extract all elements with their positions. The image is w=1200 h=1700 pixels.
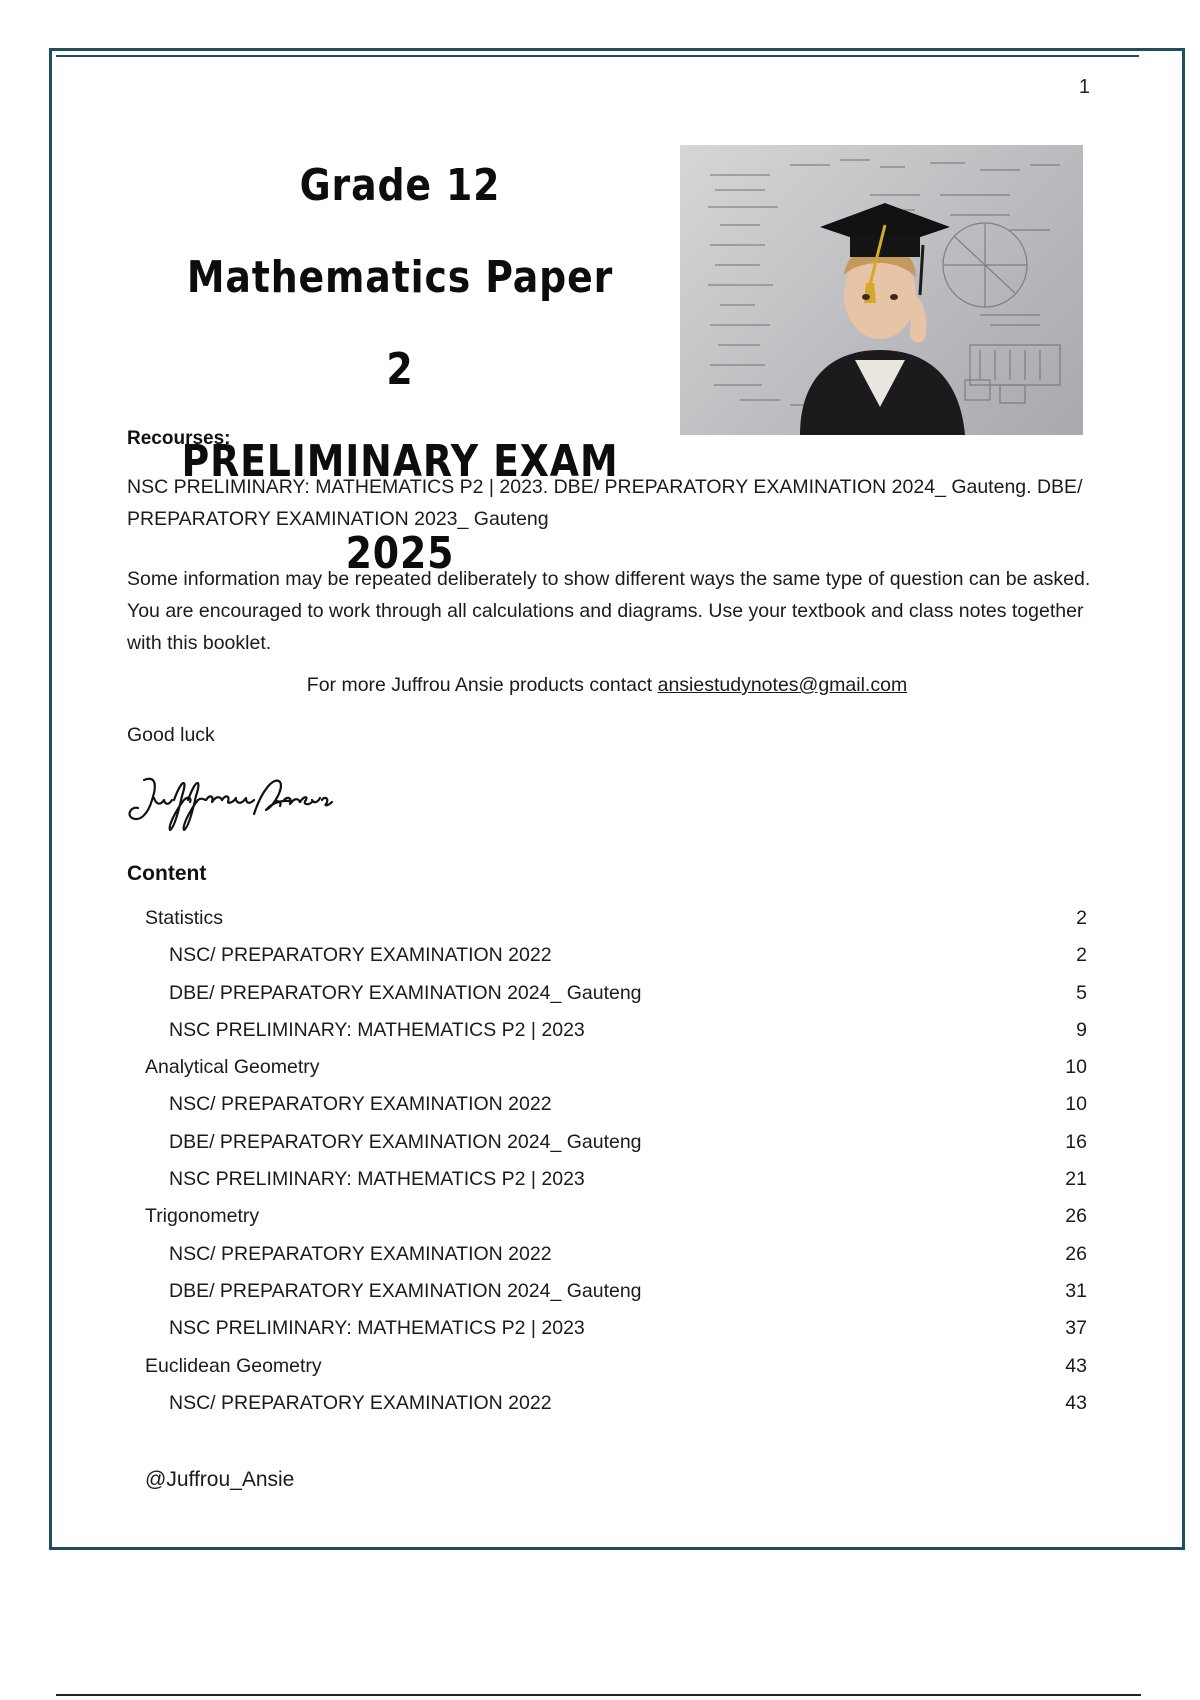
toc-row[interactable] bbox=[127, 1161, 1087, 1198]
recourses-text: NSC PRELIMINARY: MATHEMATICS P2 | 2023. DBE/ PREPARATORY EXAMINATION 2024_ Gauteng. DBE/ PREPARATORY EXAMINATION 2023_ Gauteng bbox=[127, 476, 1083, 530]
toc-entry-label: NSC PRELIMINARY: MATHEMATICS P2 | 2023 bbox=[169, 1018, 585, 1041]
graduate-child-photo bbox=[680, 145, 1083, 435]
toc-row[interactable] bbox=[127, 1310, 1087, 1347]
toc-row[interactable] bbox=[127, 1049, 1087, 1086]
toc-entry-label: NSC PRELIMINARY: MATHEMATICS P2 | 2023 bbox=[169, 1317, 585, 1340]
info-paragraph: Some information may be repeated deliberately to show different ways the same type of question can be asked. You are encouraged to work through all calculations and diagrams. Use your textbook and class notes together with this booklet. bbox=[127, 568, 1091, 654]
toc-page-number: 26 bbox=[1065, 1205, 1087, 1228]
title-subject: Mathematics Paper 2 bbox=[186, 252, 614, 395]
toc-page-number: 37 bbox=[1065, 1317, 1087, 1340]
toc-entry-label: DBE/ PREPARATORY EXAMINATION 2024_ Gauteng bbox=[169, 1130, 642, 1153]
toc-entry-label: NSC/ PREPARATORY EXAMINATION 2022 bbox=[169, 1242, 552, 1265]
toc-page-number: 10 bbox=[1065, 1093, 1087, 1116]
toc-row[interactable] bbox=[127, 1273, 1087, 1310]
toc-row[interactable] bbox=[127, 1385, 1087, 1422]
toc-page-number: 31 bbox=[1065, 1279, 1087, 1302]
table-of-contents bbox=[127, 900, 1087, 1422]
toc-row[interactable] bbox=[127, 1012, 1087, 1049]
toc-page-number: 43 bbox=[1065, 1354, 1087, 1377]
toc-page-number: 26 bbox=[1065, 1242, 1087, 1265]
content-heading: Content bbox=[127, 862, 207, 885]
toc-entry-label: NSC/ PREPARATORY EXAMINATION 2022 bbox=[169, 944, 552, 967]
toc-page-number: 9 bbox=[1076, 1018, 1087, 1041]
toc-page-number: 2 bbox=[1076, 907, 1087, 929]
toc-row[interactable] bbox=[127, 975, 1087, 1012]
good-luck-text: Good luck bbox=[127, 724, 215, 746]
handwritten-signature bbox=[124, 770, 334, 834]
contact-email-link[interactable]: ansiestudynotes@gmail.com bbox=[657, 674, 908, 696]
page-number: 1 bbox=[1078, 76, 1090, 98]
toc-page-number: 43 bbox=[1065, 1391, 1087, 1414]
toc-row[interactable] bbox=[127, 1124, 1087, 1161]
toc-page-number: 16 bbox=[1065, 1130, 1087, 1153]
toc-entry-label: Analytical Geometry bbox=[145, 1056, 320, 1079]
toc-entry-label: Trigonometry bbox=[145, 1205, 260, 1228]
recourses-heading: Recourses: bbox=[127, 428, 231, 449]
social-handle: @Juffrou_Ansie bbox=[145, 1468, 295, 1491]
toc-row[interactable] bbox=[127, 1086, 1087, 1123]
toc-entry-label: Statistics bbox=[145, 907, 224, 929]
toc-page-number: 21 bbox=[1065, 1168, 1087, 1191]
toc-entry-label: Euclidean Geometry bbox=[145, 1354, 322, 1377]
title-exam: PRELIMINARY EXAM 2025 bbox=[181, 436, 619, 579]
toc-row[interactable] bbox=[127, 900, 1087, 937]
toc-entry-label: DBE/ PREPARATORY EXAMINATION 2024_ Gauteng bbox=[169, 1279, 642, 1302]
toc-row[interactable] bbox=[127, 1198, 1087, 1235]
toc-entry-label: NSC/ PREPARATORY EXAMINATION 2022 bbox=[169, 1391, 552, 1414]
top-rule bbox=[56, 55, 1139, 57]
title-grade: Grade 12 bbox=[299, 160, 501, 211]
toc-row[interactable] bbox=[127, 1348, 1087, 1385]
toc-row[interactable] bbox=[127, 937, 1087, 974]
contact-line bbox=[127, 674, 1087, 697]
toc-entry-label: DBE/ PREPARATORY EXAMINATION 2024_ Gauteng bbox=[169, 981, 642, 1004]
bottom-rule bbox=[56, 1694, 1141, 1696]
toc-page-number: 10 bbox=[1065, 1056, 1087, 1079]
toc-page-number: 2 bbox=[1076, 944, 1087, 967]
toc-page-number: 5 bbox=[1076, 981, 1087, 1004]
toc-row[interactable] bbox=[127, 1236, 1087, 1273]
toc-entry-label: NSC/ PREPARATORY EXAMINATION 2022 bbox=[169, 1093, 552, 1116]
contact-prefix: For more Juffrou Ansie products contact bbox=[306, 674, 658, 696]
toc-entry-label: NSC PRELIMINARY: MATHEMATICS P2 | 2023 bbox=[169, 1168, 585, 1191]
